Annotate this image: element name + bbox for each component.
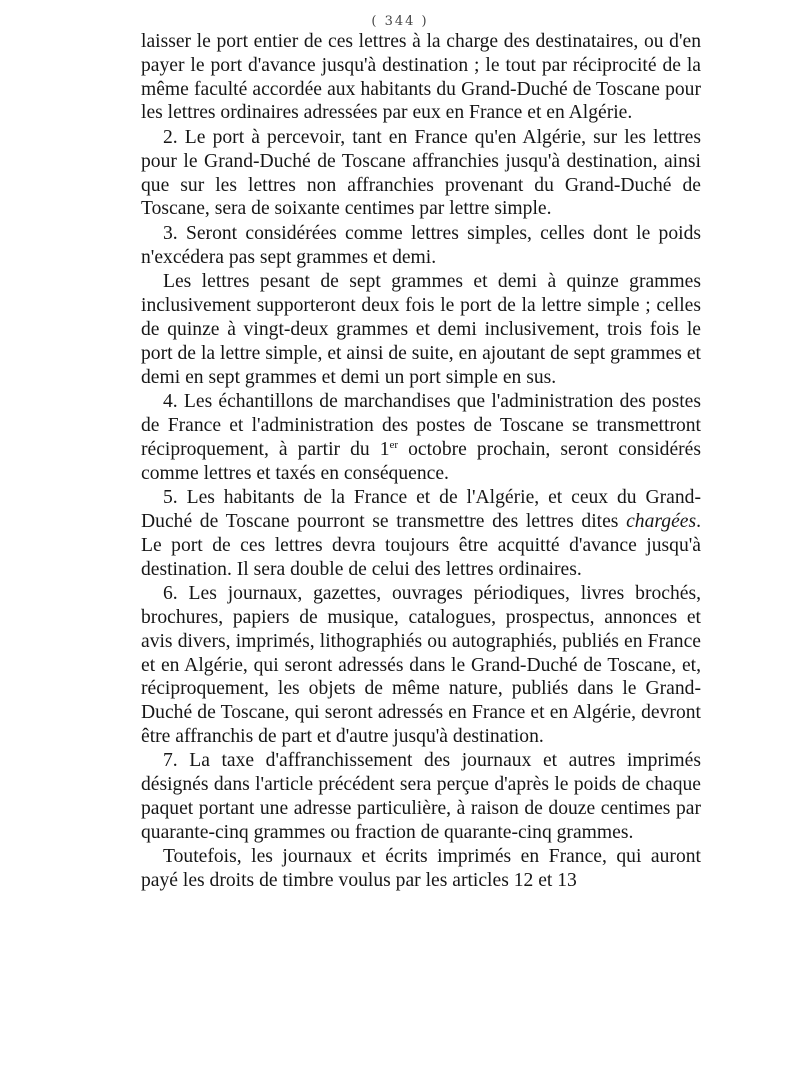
- ordinal-superscript: er: [389, 438, 399, 451]
- article-7: 7. La taxe d'affranchissement des journaux et autres imprimés désignés dans l'article précédent sera perçue d'après le poids de chaque paquet portant une adresse particulière, à raison de douze centimes par quarante-cinq grammes ou fraction de quarante-cinq grammes.: [141, 750, 701, 843]
- page-number: ( 344 ): [371, 14, 429, 29]
- article-7-toutefois: Toutefois, les journaux et écrits imprimés en France, qui auront payé les droits de timbre voulus par les articles 12 et 13: [141, 846, 701, 892]
- article-5: [141, 486, 701, 581]
- article-4-text-a: 4. Les échantillons de marchandises que l'administration des postes de France et l'administration des postes de Toscane se transmettront réciproquement, à partir du 1: [141, 391, 701, 460]
- article-3-weights: Les lettres pesant de sept grammes et demi à quinze grammes inclusivement supporteront deux fois le port de la lettre simple ; celles de quinze à vingt-deux grammes et demi inclusivement, trois fois le port de la lettre simple, et ainsi de suite, en ajoutant de sept grammes et demi en sept grammes et demi un port simple en sus.: [141, 271, 701, 388]
- article-5-text-b: . Le port de ces lettres devra toujours être acquitté d'avance jusqu'à destination. Il sera double de celui des lettres ordinaires.: [141, 510, 701, 580]
- article-3: 3. Seront considérées comme lettres simples, celles dont le poids n'excédera pas sept grammes et demi.: [141, 222, 701, 268]
- article-2: 2. Le port à percevoir, tant en France qu'en Algérie, sur les lettres pour le Grand-Duché de Toscane affranchies jusqu'à destination, ainsi que sur les lettres non affranchies provenant du Grand-Duché de Toscane, sera de soixante centimes par lettre simple.: [141, 126, 701, 220]
- article-4: [141, 390, 701, 485]
- article-6: 6. Les journaux, gazettes, ouvrages périodiques, livres brochés, brochures, papiers de musique, catalogues, prospectus, annonces et avis divers, imprimés, lithographiés ou autographiés, publiés en France et en Algérie, qui seront adressés dans le Grand-Duché de Toscane, et, réciproquement, les objets de même nature, publiés dans le Grand-Duché de Toscane, qui seront adressés en France et en Algérie, devront être affranchis de part et d'autre jusqu'à destination.: [141, 583, 701, 747]
- article-5-text-a: 5. Les habitants de la France et de l'Algérie, et ceux du Grand-Duché de Toscane pourront se transmettre des lettres dites: [141, 487, 701, 532]
- article-4-text-b: octobre prochain, seront considérés comme lettres et taxés en conséquence.: [141, 438, 701, 484]
- italic-term: chargées: [626, 510, 697, 532]
- paragraph-continuation: laisser le port entier de ces lettres à la charge des destinataires, ou d'en payer le port d'avance jusqu'à destination ; le tout par réciprocité de la même faculté accordée aux habitants du Grand-Duché de Toscane pour les lettres ordinaires adressées par eux en France et en Algérie.: [141, 31, 701, 124]
- document-body: [141, 30, 701, 893]
